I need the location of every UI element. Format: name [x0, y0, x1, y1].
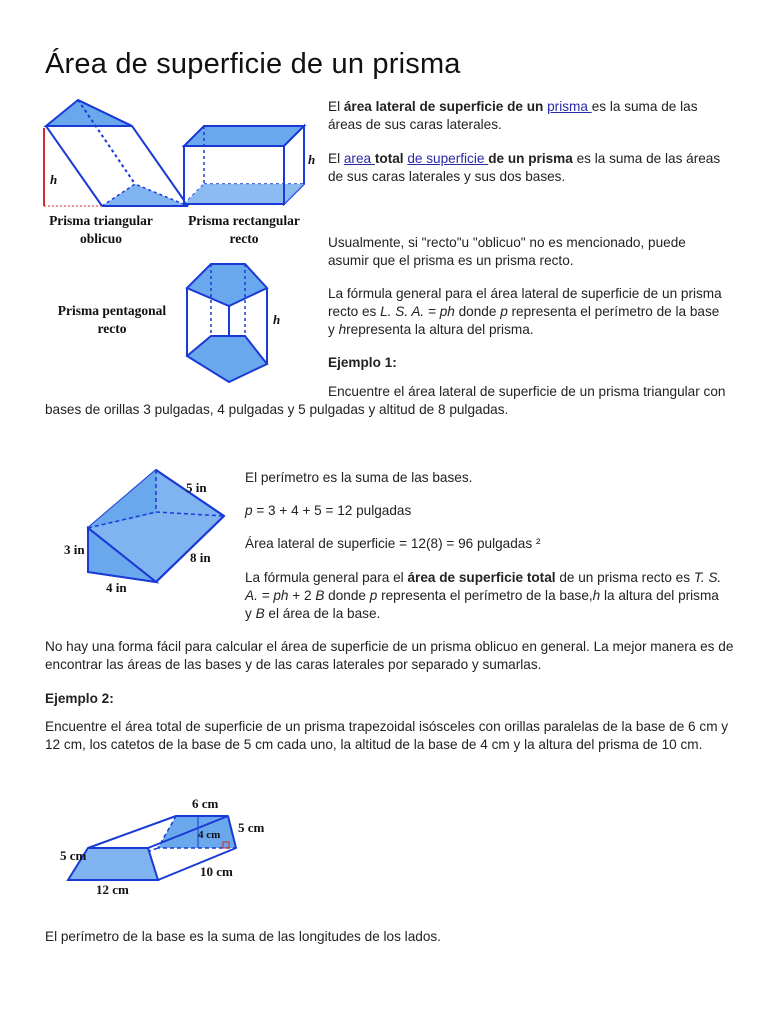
- oblique-prism-note: No hay una forma fácil para calcular el área de superficie de un prisma oblicuo en general. La mejor manera es de encontrar las áreas de las bases y de las caras laterales por separado y sumarlas.: [45, 639, 734, 672]
- example2-prism-figure: [58, 794, 308, 904]
- solution1-step2: p = 3 + 4 + 5 = 12 pulgadas: [245, 503, 412, 518]
- page-title: Área de superficie de un prisma: [45, 48, 461, 80]
- right-prism-note: Usualmente, si "recto"u "oblicuo" no es mencionado, puede asumir que el prisma es un prisma recto.: [328, 235, 686, 268]
- total-area-definition: El area total de superficie de un prisma es la suma de las áreas de sus caras laterales y sus dos bases.: [328, 151, 721, 184]
- lateral-formula: La fórmula general para el área lateral de superficie de un prisma recto es L. S. A. = ph donde p representa el perímetro de la base y hrepresenta la altura del prisma.: [328, 286, 722, 337]
- example1-prism-figure: [60, 466, 250, 596]
- edge-label: 4 in: [106, 580, 127, 595]
- edge-label: 5 in: [186, 480, 207, 495]
- edge-label: 5 cm: [60, 848, 87, 863]
- edge-label: 10 cm: [200, 864, 233, 879]
- lateral-area-definition: El área lateral de superficie de un prisma es la suma de las áreas de sus caras laterales.: [328, 99, 698, 132]
- triangular-caption: Prisma triangular oblicuo: [49, 213, 153, 246]
- rectangular-caption: Prisma rectangular recto: [188, 213, 300, 246]
- solution1-step1: El perímetro es la suma de las bases.: [245, 470, 473, 485]
- prisma-link[interactable]: prisma: [547, 99, 592, 114]
- edge-label: 6 cm: [192, 796, 219, 811]
- edge-label: 3 in: [64, 542, 85, 557]
- pentagonal-caption: Prisma pentagonal recto: [57, 303, 167, 336]
- pentagonal-prism-figure: [183, 258, 293, 388]
- height-label: h: [308, 152, 316, 167]
- height-label: h: [50, 172, 58, 187]
- example2-text: Encuentre el área total de superficie de un prisma trapezoidal isósceles con orillas paralelas de la base de 6 cm y 12 cm, los catetos de la base de 5 cm cada uno, la altitud de la base de 4 cm y la altura del prisma de 10 cm.: [45, 719, 729, 752]
- edge-label: 12 cm: [96, 882, 129, 897]
- perimeter-note: El perímetro de la base es la suma de las longitudes de los lados.: [45, 929, 441, 944]
- total-area-formula: La fórmula general para el área de superficie total de un prisma recto es T. S. A. = ph + 2 B donde p representa el perímetro de la base,h la altura del prisma y B el área de la base.: [245, 570, 722, 621]
- edge-label: 5 cm: [238, 820, 265, 835]
- example1-text: Encuentre el área lateral de superficie de un prisma triangular con bases de orillas 3 pulgadas, 4 pulgadas y 5 pulgadas y altitud de 8 pulgadas.: [45, 384, 726, 417]
- solution1-step3: Área lateral de superficie = 12(8) = 96 pulgadas ²: [245, 536, 541, 551]
- example2-title: Ejemplo 2:: [45, 691, 114, 706]
- edge-label: 8 in: [190, 550, 211, 565]
- superficie-link[interactable]: de superficie: [407, 151, 489, 166]
- edge-label: 4 cm: [198, 829, 221, 841]
- area-link[interactable]: area: [343, 151, 375, 166]
- example1-title: Ejemplo 1:: [328, 355, 397, 370]
- rectangular-prism-figure: [180, 122, 330, 222]
- height-label: h: [273, 312, 281, 327]
